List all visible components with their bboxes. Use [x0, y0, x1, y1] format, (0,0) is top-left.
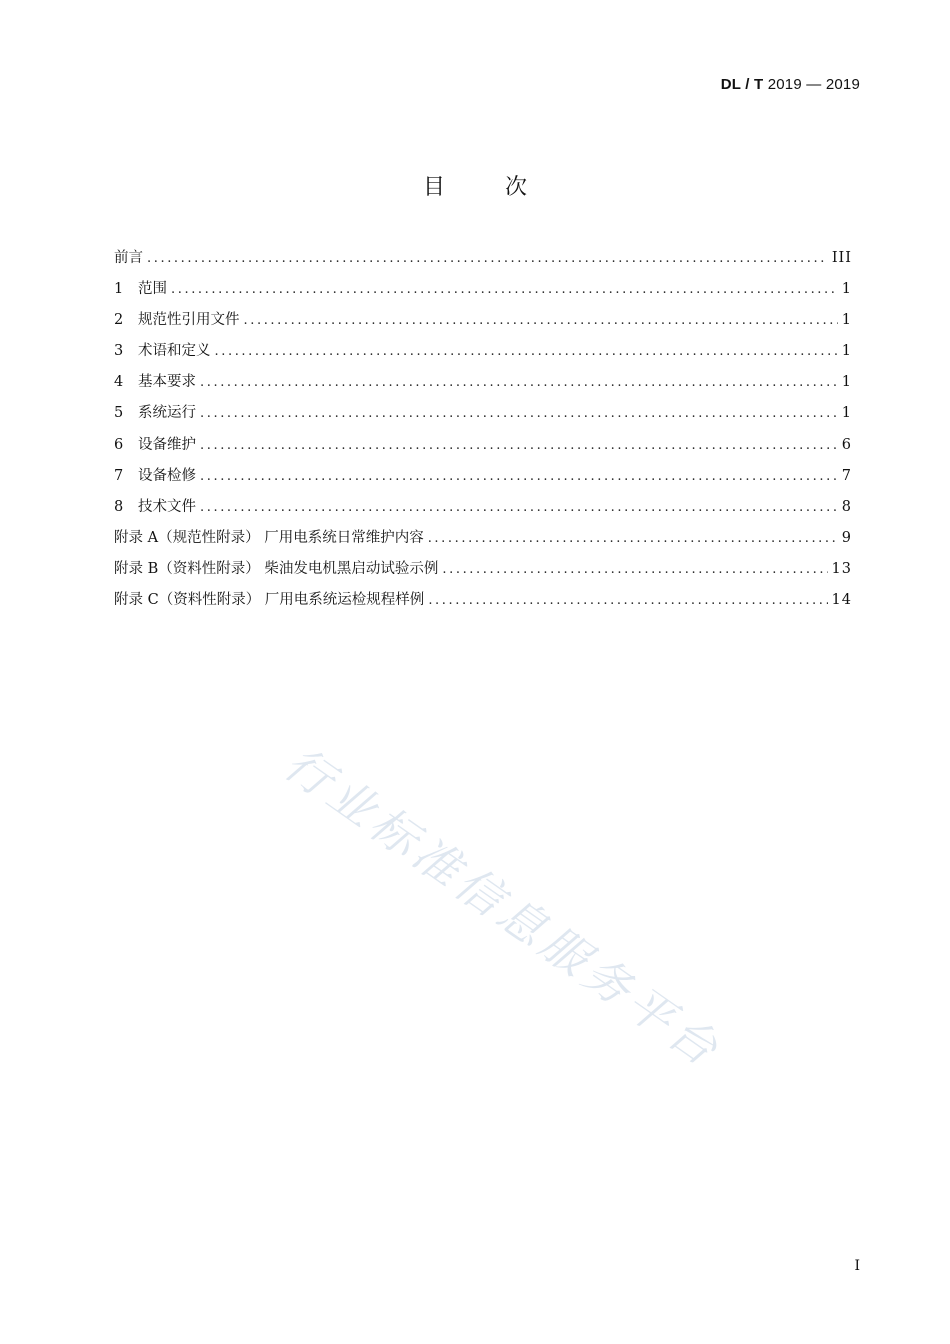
toc-entry-text: 前言	[114, 250, 143, 266]
toc-entry-number: 7	[114, 467, 124, 484]
toc-leader-dots	[244, 313, 838, 328]
toc-entry[interactable]	[114, 401, 852, 432]
toc-entry-page: 13	[831, 560, 852, 577]
toc-leader-dots	[200, 406, 838, 421]
toc-entry-page: 8	[841, 498, 852, 515]
toc-entry-text: 技术文件	[138, 498, 196, 515]
toc-entry-page: 1	[841, 312, 852, 329]
toc-entry-label	[114, 526, 424, 547]
toc-entry[interactable]	[114, 495, 852, 526]
toc-entry-text: 范围	[138, 281, 167, 298]
toc-entry-text: 附录 B（资料性附录） 柴油发电机黑启动试验示例	[114, 560, 439, 577]
toc-entry-text: 设备检修	[138, 467, 196, 484]
toc-entry[interactable]	[114, 464, 852, 495]
toc-entry-page: 1	[841, 405, 852, 422]
toc-entry-page: 7	[841, 467, 852, 484]
toc-entry-label	[114, 246, 143, 267]
toc-entry-text: 附录 A（规范性附录） 厂用电系统日常维护内容	[114, 529, 424, 546]
toc-entry[interactable]	[114, 370, 852, 401]
toc-entry[interactable]	[114, 588, 852, 619]
page-title: 目次	[422, 175, 587, 200]
standard-code-number: 2019 — 2019	[767, 76, 860, 93]
toc-entry-number: 8	[114, 498, 124, 515]
toc-entry-label	[114, 308, 240, 329]
toc-entry-page: 1	[841, 343, 852, 360]
toc-entry-page: 1	[841, 281, 852, 298]
toc-entry-page: 1	[841, 374, 852, 391]
toc-entry-number: 5	[114, 405, 124, 422]
toc-leader-dots	[147, 251, 828, 266]
toc-entry-label	[114, 370, 196, 391]
toc-entry-label	[114, 339, 211, 360]
toc-entry-label	[114, 588, 424, 609]
toc-leader-dots	[200, 469, 838, 484]
toc-entry-label	[114, 557, 438, 578]
toc-entry[interactable]	[114, 246, 852, 277]
toc-entry-text: 附录 C（资料性附录） 厂用电系统运检规程样例	[114, 592, 425, 609]
toc-entry[interactable]	[114, 526, 852, 557]
toc-entry-number: 2	[114, 312, 124, 329]
toc-leader-dots	[200, 500, 838, 515]
toc-entry[interactable]	[114, 308, 852, 339]
table-of-contents	[114, 246, 852, 619]
toc-entry-number: 1	[114, 281, 124, 298]
toc-leader-dots	[200, 438, 838, 453]
page-number: I	[854, 1258, 860, 1274]
toc-leader-dots	[428, 593, 827, 608]
toc-entry-label	[114, 433, 196, 454]
toc-entry[interactable]	[114, 339, 852, 370]
toc-entry-page: 14	[831, 592, 852, 609]
toc-entry-number: 3	[114, 343, 124, 360]
toc-leader-dots	[171, 282, 838, 297]
toc-entry-label	[114, 401, 196, 422]
toc-leader-dots	[215, 344, 838, 359]
toc-entry[interactable]	[114, 557, 852, 588]
toc-entry-number: 6	[114, 436, 124, 453]
toc-entry-number: 4	[114, 374, 124, 391]
watermark: 行业标准信息服务平台	[274, 736, 732, 1079]
toc-entry-text: 术语和定义	[138, 343, 211, 360]
toc-entry-text: 系统运行	[138, 405, 196, 422]
toc-entry[interactable]	[114, 277, 852, 308]
toc-leader-dots	[428, 531, 838, 546]
toc-entry-page: 6	[841, 436, 852, 453]
toc-entry-page: III	[831, 250, 852, 266]
toc-leader-dots	[200, 375, 838, 390]
toc-entry-text: 规范性引用文件	[138, 312, 240, 329]
toc-entry-label	[114, 495, 196, 516]
toc-entry-label	[114, 277, 167, 298]
standard-code-prefix: DL / T	[720, 76, 764, 93]
toc-entry-page: 9	[841, 529, 852, 546]
toc-entry-label	[114, 464, 196, 485]
toc-entry-text: 设备维护	[138, 436, 196, 453]
standard-code	[721, 76, 860, 93]
toc-entry[interactable]	[114, 433, 852, 464]
toc-entry-text: 基本要求	[138, 374, 196, 391]
toc-leader-dots	[442, 562, 827, 577]
